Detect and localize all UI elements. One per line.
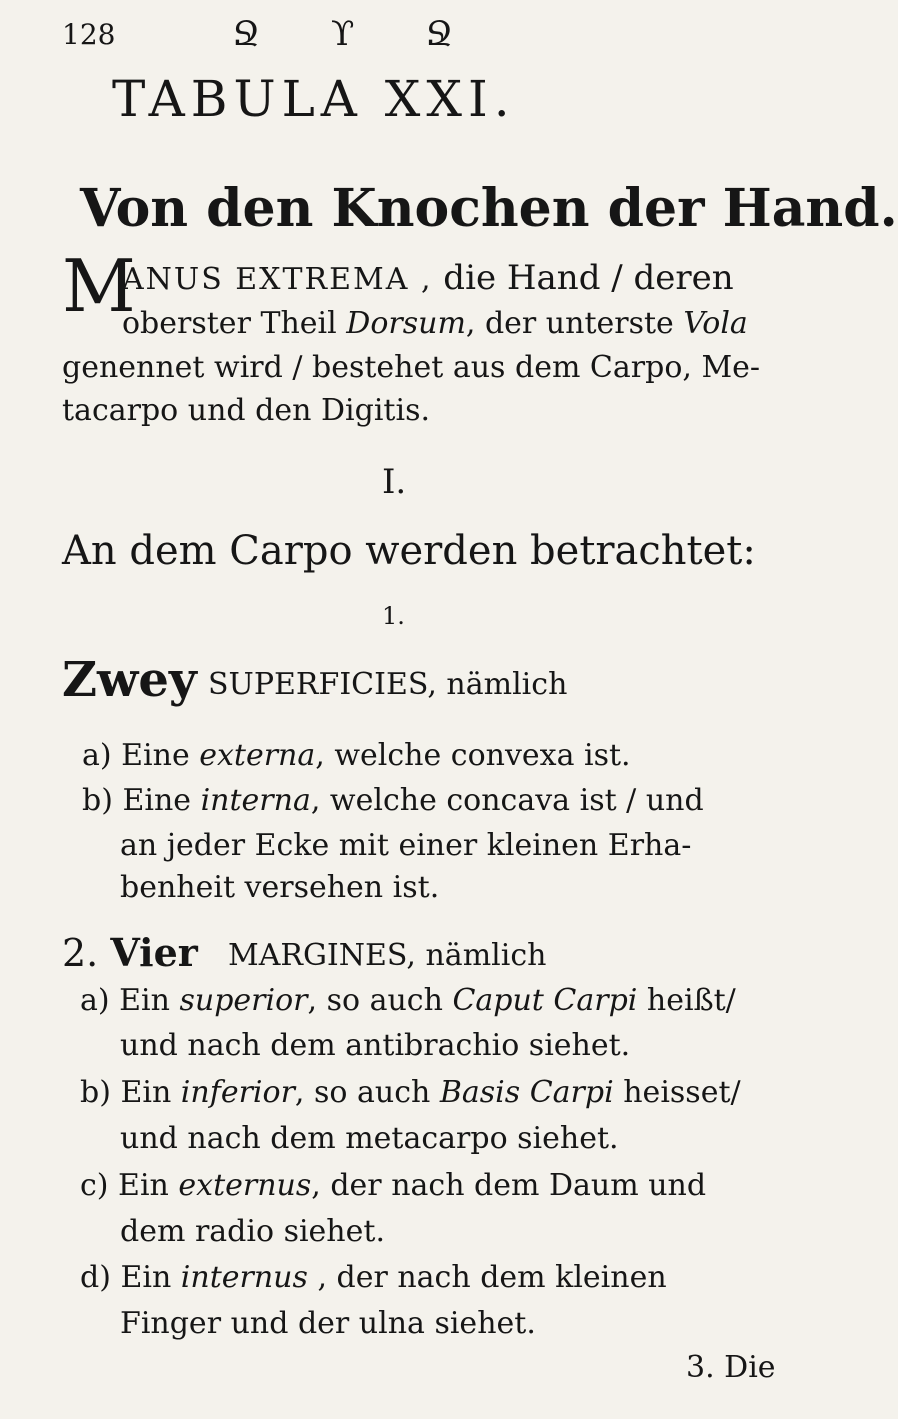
list-item-a2-cont: und nach dem antibrachio siehet. <box>120 1028 631 1063</box>
subsection-label-2: MARGINES, nämlich <box>228 938 547 973</box>
list-item-d2-cont: Finger und der ulna siehet. <box>120 1306 536 1341</box>
intro-line-1: ANUS EXTREMA , die Hand / deren <box>122 258 734 298</box>
page-number: 128 <box>62 18 116 51</box>
list-item-d2: d) Ein internus , der nach dem kleinen <box>80 1260 667 1295</box>
list-item-a1: a) Eine externa, welche convexa ist. <box>82 738 631 773</box>
intro-line-2: oberster Theil Dorsum, der unterste Vola <box>122 306 748 341</box>
intro-line-4: tacarpo und den Digitis. <box>62 393 430 428</box>
page-title: Von den Knochen der Hand. <box>80 178 898 239</box>
subsection-label-1: SUPERFICIES, nämlich <box>208 667 568 702</box>
list-item-a2: a) Ein superior, so auch Caput Carpi heißt/ <box>80 983 736 1018</box>
intro-line-3: genennet wird / bestehet aus dem Carpo, Me- <box>62 350 761 385</box>
list-item-c2-cont: dem radio siehet. <box>120 1214 385 1249</box>
list-item-c2: c) Ein externus, der nach dem Daum und <box>80 1168 707 1203</box>
plate-heading: TABULA XXI. <box>112 70 516 128</box>
catchword: 3. Die <box>686 1350 776 1385</box>
section-numeral: I. <box>382 462 407 502</box>
section-heading: An dem Carpo werden betrachtet: <box>62 528 756 574</box>
header-ornament: Ջ ϒ Ջ <box>232 14 484 54</box>
list-item-b1: b) Eine interna, welche concava ist / und <box>82 783 704 818</box>
subsection-lead-1: Zwey <box>62 652 197 708</box>
list-item-b2: b) Ein inferior, so auch Basis Carpi heisset/ <box>80 1075 741 1110</box>
subsection-numeral-1: 1. <box>382 602 405 630</box>
list-item-b1-cont1: an jeder Ecke mit einer kleinen Erha- <box>120 828 692 863</box>
drop-cap: M <box>62 244 136 328</box>
list-item-b1-cont2: benheit versehen ist. <box>120 870 440 905</box>
list-item-b2-cont: und nach dem metacarpo siehet. <box>120 1121 619 1156</box>
subsection-lead-2: 2. Vier <box>62 930 198 975</box>
